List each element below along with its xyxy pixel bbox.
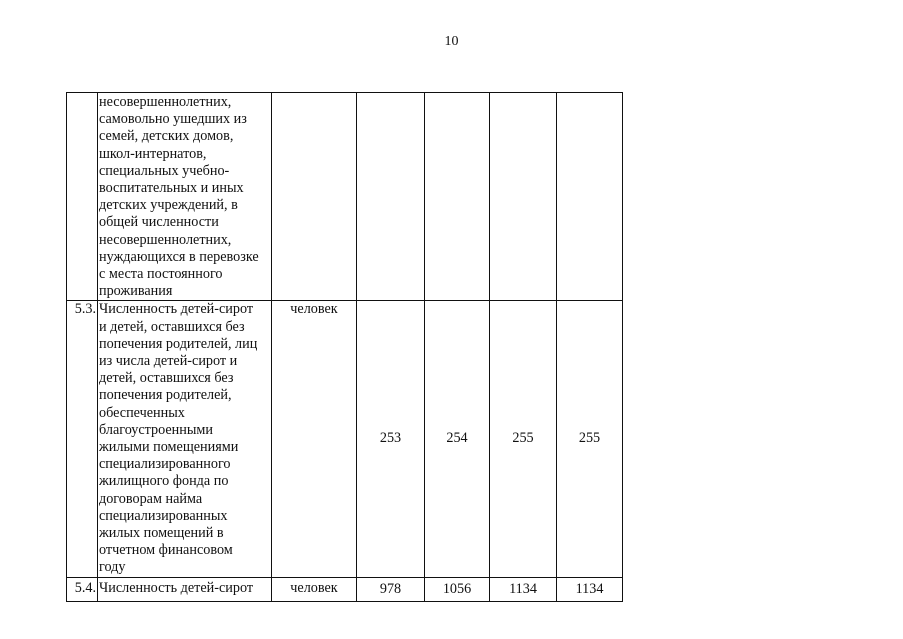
description-line: детских учреждений, в [99, 197, 238, 214]
description-line: жилищного фонда по [99, 473, 229, 490]
description-line: проживания [99, 283, 173, 300]
unit-cell [272, 93, 357, 301]
unit-cell: человек [272, 577, 357, 601]
row-number-cell: 5.3. [67, 301, 98, 577]
table-row [67, 301, 623, 577]
description-line: жилых помещений в [99, 525, 224, 542]
value-cell: 1134 [557, 577, 623, 601]
value-cell: 255 [557, 301, 623, 577]
description-line: самовольно ушедших из [99, 111, 247, 128]
description-line: с места постоянного [99, 266, 223, 283]
description-line: воспитательных и иных [99, 180, 244, 197]
description-line: благоустроенными [99, 421, 213, 438]
description-line: году [99, 559, 126, 576]
page-number: 10 [444, 34, 459, 49]
description-line: Численность детей-сирот [99, 301, 254, 318]
table-row [67, 93, 623, 301]
value-cell: 1056 [425, 577, 490, 601]
value-cell: 255 [490, 301, 557, 577]
description-line: специальных учебно- [99, 162, 230, 179]
row-number-cell [67, 93, 98, 301]
row-number-cell: 5.4. [67, 577, 98, 601]
table-row [67, 577, 623, 601]
value-cell [490, 93, 557, 301]
description-line: общей численности [99, 214, 219, 231]
indicator-description-cell [98, 577, 272, 601]
description-line: попечения родителей, [99, 387, 232, 404]
value-cell [425, 93, 490, 301]
description-line: обеспеченных [99, 404, 185, 421]
description-line: отчетном финансовом [99, 542, 233, 559]
indicators-table [66, 92, 623, 602]
value-cell: 1134 [490, 577, 557, 601]
value-cell [357, 93, 425, 301]
unit-cell: человек [272, 301, 357, 577]
description-line: специализированных [99, 507, 228, 524]
description-line: из числа детей-сирот и [99, 353, 238, 370]
value-cell: 254 [425, 301, 490, 577]
description-line: семей, детских домов, [99, 128, 234, 145]
indicator-description-cell [98, 93, 272, 301]
description-line: договорам найма [99, 490, 203, 507]
description-line: и детей, оставшихся без [99, 318, 245, 335]
description-line: специализированного [99, 456, 231, 473]
description-line: школ-интернатов, [99, 145, 207, 162]
description-line: нуждающихся в перевозке [99, 248, 259, 265]
description-line: попечения родителей, лиц [99, 335, 258, 352]
description-line: несовершеннолетних, [99, 94, 232, 110]
value-cell: 978 [357, 577, 425, 601]
description-line: жилыми помещениями [99, 439, 239, 456]
value-cell: 253 [357, 301, 425, 577]
value-cell [557, 93, 623, 301]
indicator-description-cell [98, 301, 272, 577]
description-line: несовершеннолетних, [99, 231, 232, 248]
description-line: Численность детей-сирот [99, 579, 254, 596]
description-line: детей, оставшихся без [99, 370, 234, 387]
